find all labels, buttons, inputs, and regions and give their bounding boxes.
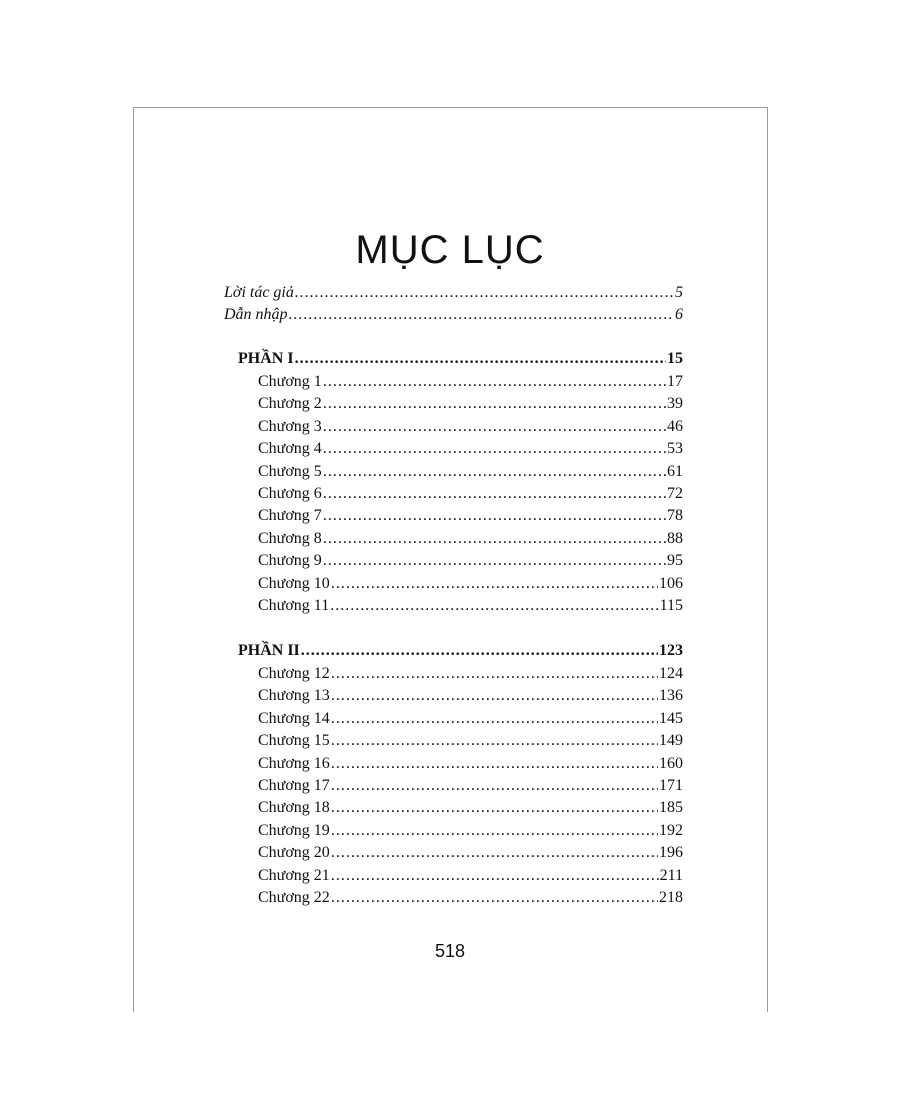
toc-entry-chapter[interactable] [258, 685, 683, 707]
toc-chapter-page: 145 [659, 709, 683, 727]
leader-dots [301, 640, 658, 662]
toc-chapter-label: Chương 20 [258, 844, 330, 862]
toc-entry-chapter[interactable] [258, 708, 683, 730]
toc-chapter-label: Chương 5 [258, 462, 322, 480]
toc-chapter-page: 196 [659, 844, 683, 862]
leader-dots [331, 820, 658, 842]
toc-chapter-page: 88 [667, 529, 683, 547]
toc-entry-chapter[interactable] [258, 483, 683, 505]
toc-entry-chapter[interactable] [258, 416, 683, 438]
leader-dots [323, 438, 666, 460]
toc-chapter-page: 218 [659, 889, 683, 906]
toc-chapter-label: Chương 15 [258, 732, 330, 750]
toc-chapter-page: 46 [667, 417, 683, 435]
toc-entry-chapter[interactable] [258, 371, 683, 393]
leader-dots [323, 416, 666, 438]
toc-chapter-label: Chương 8 [258, 529, 322, 547]
toc-entry-part[interactable] [238, 348, 683, 370]
toc-entry-page: 5 [675, 284, 683, 301]
leader-dots [331, 730, 658, 752]
toc-chapter-label: Chương 2 [258, 395, 322, 413]
toc-chapter-label: Chương 11 [258, 597, 330, 614]
toc-chapter-label: Chương 16 [258, 754, 330, 772]
toc-chapter-page: 39 [667, 395, 683, 413]
toc-chapter-label: Chương 10 [258, 574, 330, 592]
toc-chapter-label: Chương 18 [258, 799, 330, 817]
toc-chapter-page: 17 [667, 373, 683, 390]
toc-entry-label: Dẫn nhập [224, 306, 288, 323]
leader-dots [331, 775, 658, 797]
toc-entry-chapter[interactable] [258, 865, 683, 887]
toc-chapter-label: Chương 12 [258, 665, 330, 682]
toc-chapter-label: Chương 6 [258, 485, 322, 502]
leader-dots [289, 304, 674, 326]
toc-entry-chapter[interactable] [258, 438, 683, 460]
toc-chapter-page: 53 [667, 440, 683, 458]
toc-chapter-label: Chương 1 [258, 373, 322, 390]
leader-dots [295, 348, 666, 370]
toc-entry-chapter[interactable] [258, 573, 683, 595]
toc-chapter-page: 78 [667, 507, 683, 525]
leader-dots [323, 393, 666, 415]
toc-chapter-page: 171 [659, 777, 683, 794]
toc-chapter-page: 106 [659, 574, 683, 592]
toc-entry-chapter[interactable] [258, 820, 683, 842]
leader-dots [323, 461, 666, 483]
toc-entry-chapter[interactable] [258, 887, 683, 909]
toc-chapter-label: Chương 17 [258, 777, 330, 794]
toc-entry-chapter[interactable] [258, 505, 683, 527]
leader-dots [331, 753, 658, 775]
leader-dots [330, 595, 658, 617]
leader-dots [295, 282, 674, 304]
toc-chapter-page: 136 [659, 687, 683, 705]
toc-part-label: PHẦN II [238, 642, 300, 659]
leader-dots [331, 685, 658, 707]
toc-entry-chapter[interactable] [258, 550, 683, 572]
toc-chapter-page: 124 [659, 665, 683, 682]
toc-entry-chapter[interactable] [258, 461, 683, 483]
toc-chapter-page: 72 [667, 485, 683, 502]
toc-entry-chapter[interactable] [258, 797, 683, 819]
toc-chapter-page: 149 [659, 732, 683, 750]
leader-dots [331, 663, 658, 685]
leader-dots [323, 505, 666, 527]
toc-chapter-page: 95 [667, 552, 683, 570]
leader-dots [331, 708, 658, 730]
toc-entry-chapter[interactable] [258, 393, 683, 415]
leader-dots [331, 842, 658, 864]
toc-chapter-page: 160 [659, 754, 683, 772]
toc-entry-chapter[interactable] [258, 842, 683, 864]
leader-dots [323, 483, 666, 505]
toc-chapter-page: 115 [659, 597, 683, 614]
toc-chapter-page: 192 [659, 821, 683, 839]
toc-part-page: 15 [667, 350, 683, 367]
leader-dots [323, 371, 666, 393]
toc-chapter-label: Chương 7 [258, 507, 322, 525]
leader-dots [323, 528, 666, 550]
toc-entry-chapter[interactable] [258, 528, 683, 550]
toc-entry-part[interactable] [238, 640, 683, 662]
leader-dots [331, 797, 658, 819]
toc-entry-page: 6 [675, 306, 683, 323]
toc-chapter-label: Chương 4 [258, 440, 322, 458]
toc-chapter-label: Chương 3 [258, 417, 322, 435]
toc-chapter-page: 61 [667, 462, 683, 480]
toc-chapter-page: 211 [659, 866, 683, 884]
toc-entry-label: Lời tác giả [224, 284, 294, 301]
leader-dots [331, 887, 658, 909]
toc-chapter-label: Chương 22 [258, 889, 330, 906]
toc-chapter-label: Chương 9 [258, 552, 322, 570]
leader-dots [331, 573, 658, 595]
toc-chapter-label: Chương 13 [258, 687, 330, 705]
toc-part-page: 123 [659, 642, 683, 659]
toc-entry-chapter[interactable] [258, 663, 683, 685]
leader-dots [331, 865, 659, 887]
toc-part-label: PHẦN I [238, 350, 294, 367]
toc-chapter-label: Chương 21 [258, 866, 330, 884]
toc-entry-chapter[interactable] [258, 595, 683, 617]
page-number: 518 [434, 941, 466, 961]
toc-entry-front-matter[interactable] [224, 304, 683, 326]
toc-entry-front-matter[interactable] [224, 282, 683, 304]
leader-dots [323, 550, 666, 572]
toc-chapter-label: Chương 19 [258, 821, 330, 839]
toc-chapter-label: Chương 14 [258, 709, 330, 727]
toc-entry-chapter[interactable] [258, 775, 683, 797]
toc-entry-chapter[interactable] [258, 730, 683, 752]
toc-chapter-page: 185 [659, 799, 683, 817]
page-title: MỤC LỤC [355, 228, 545, 272]
toc-entry-chapter[interactable] [258, 753, 683, 775]
